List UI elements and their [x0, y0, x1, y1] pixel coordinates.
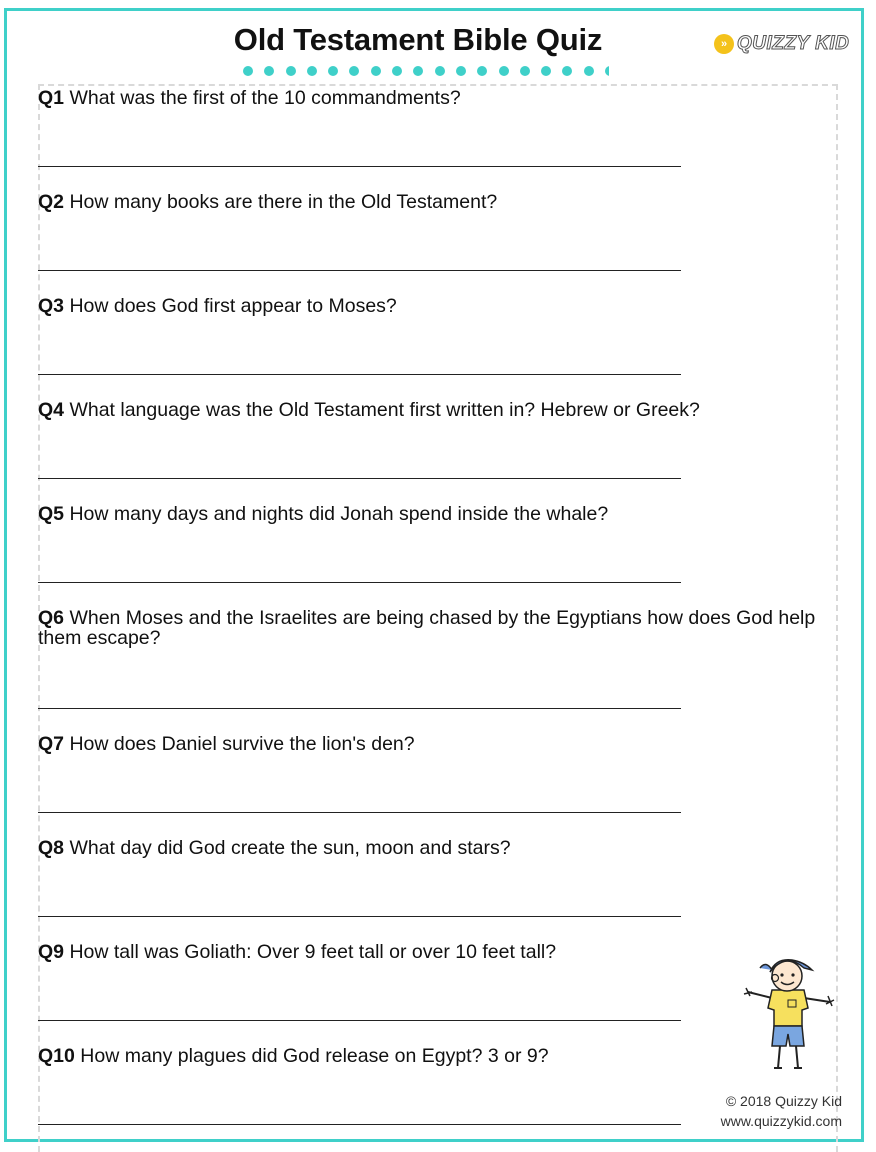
question-text: How many days and nights did Jonah spend inside the whale?: [69, 503, 609, 525]
question-number: Q8: [38, 837, 65, 859]
cartoon-kid-illustration: [742, 948, 836, 1072]
question-number: Q5: [38, 503, 65, 525]
logo-badge-icon: »: [714, 34, 734, 54]
answer-line-4[interactable]: [38, 478, 681, 479]
answer-line-10[interactable]: [38, 1124, 681, 1125]
question-4: [38, 400, 838, 420]
website-link[interactable]: www.quizzykid.com: [720, 1113, 842, 1129]
page-title: Old Testament Bible Quiz: [233, 22, 603, 57]
answer-line-7[interactable]: [38, 812, 681, 813]
copyright-block: [721, 1091, 842, 1131]
question-1: [38, 88, 838, 108]
answer-line-1[interactable]: [38, 166, 681, 167]
question-text: How does God first appear to Moses?: [69, 295, 397, 317]
quizzy-kid-logo: [714, 33, 849, 55]
question-text: How does Daniel survive the lion's den?: [69, 733, 415, 755]
answer-line-6[interactable]: [38, 708, 681, 709]
question-text: When Moses and the Israelites are being chased by the Egyptians how does God help them escape?: [38, 607, 816, 649]
question-8: [38, 838, 838, 858]
question-number: Q7: [38, 733, 65, 755]
copyright-text: © 2018 Quizzy Kid: [725, 1093, 842, 1109]
question-text: What was the first of the 10 commandments?: [69, 87, 461, 109]
question-number: Q3: [38, 295, 65, 317]
question-number: Q9: [38, 941, 65, 963]
question-3: [38, 296, 838, 316]
question-number: Q1: [38, 87, 65, 109]
question-text: How many plagues did God release on Egypt? 3 or 9?: [80, 1045, 549, 1067]
question-9: [38, 942, 838, 962]
question-7: [38, 734, 838, 754]
answer-line-2[interactable]: [38, 270, 681, 271]
question-number: Q6: [38, 607, 65, 629]
answer-line-9[interactable]: [38, 1020, 681, 1021]
question-text: How many books are there in the Old Testament?: [69, 191, 498, 213]
question-10: [38, 1046, 838, 1066]
question-6: [38, 608, 838, 648]
question-number: Q4: [38, 399, 65, 421]
question-5: [38, 504, 838, 524]
title-dot-divider: [243, 66, 609, 76]
question-text: What language was the Old Testament first written in? Hebrew or Greek?: [69, 399, 700, 421]
question-number: Q10: [38, 1045, 75, 1067]
logo-text: QUIZZY KID: [737, 33, 850, 54]
question-text: What day did God create the sun, moon and stars?: [69, 837, 511, 859]
question-2: [38, 192, 838, 212]
answer-line-5[interactable]: [38, 582, 681, 583]
question-number: Q2: [38, 191, 65, 213]
answer-line-3[interactable]: [38, 374, 681, 375]
answer-line-8[interactable]: [38, 916, 681, 917]
question-text: How tall was Goliath: Over 9 feet tall or over 10 feet tall?: [69, 941, 557, 963]
